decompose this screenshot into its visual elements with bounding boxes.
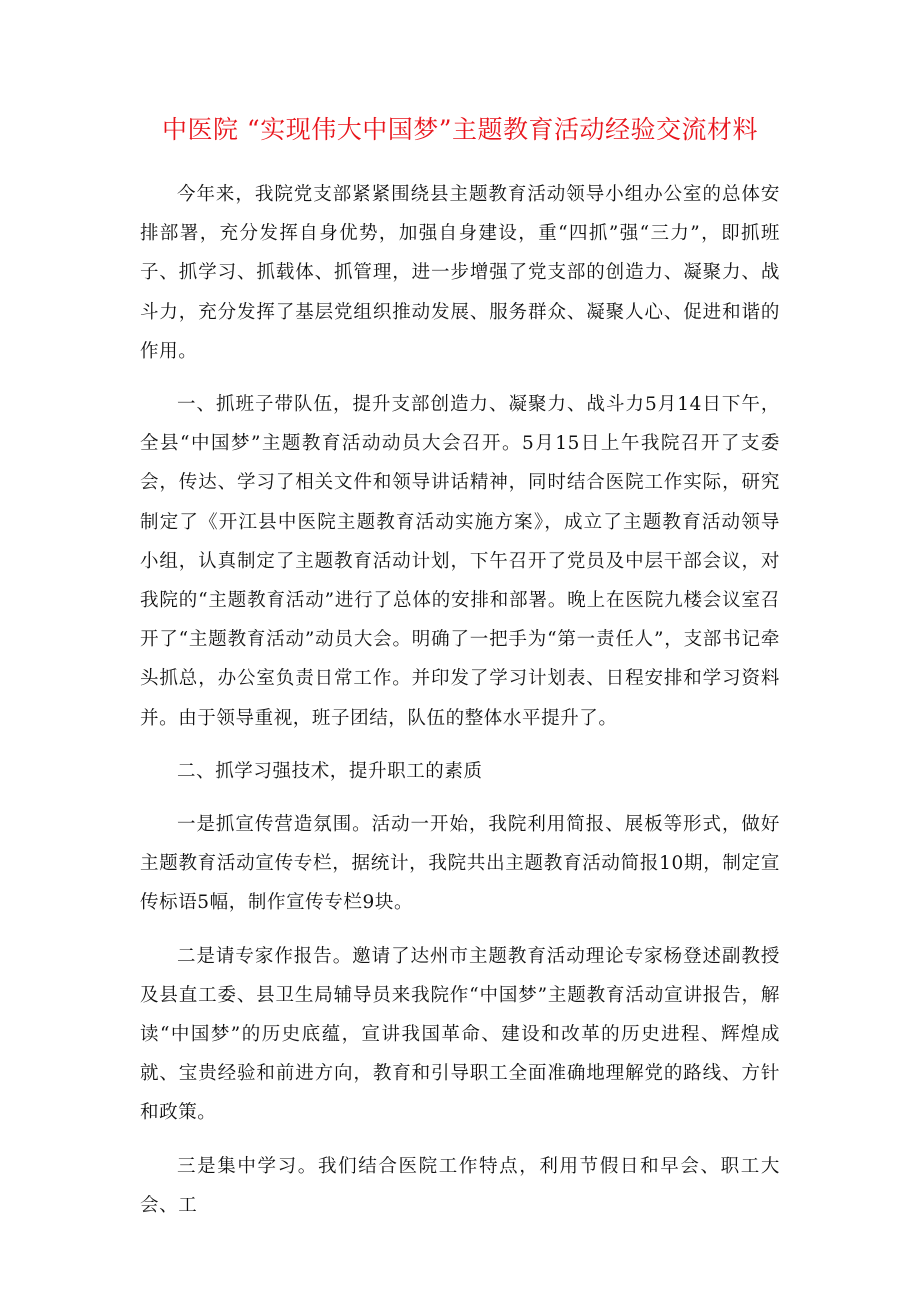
document-body [140, 175, 780, 1239]
paragraph-expert-report: 二是请专家作报告。邀请了达州市主题教育活动理论专家杨登述副教授及县直工委、县卫生局辅导员来我院作“中国梦”主题教育活动宣讲报告，解读“中国梦”的历史底蕴，宣讲我国革命、建设和改革的历史进程、辉煌成就、宝贵经验和前进方向，教育和引导职工全面准确地理解党的路线、方针和政策。 [140, 945, 780, 1124]
document-title: 中医院 “实现伟大中国梦”主题教育活动经验交流材料 [161, 115, 758, 144]
paragraph-section-one: 一、抓班子带队伍，提升支部创造力、凝聚力、战斗力5月14日下午，全县“中国梦”主题教育活动动员大会召开。5月15日上午我院召开了支委会，传达、学习了相关文件和领导讲话精神，同时结合医院工作实际，研究制定了《开江县中医院主题教育活动实施方案》，成立了主题教育活动领导小组，认真制定了主题教育活动计划，下午召开了党员及中层干部会议，对我院的“主题教育活动”进行了总体的安排和部署。晚上在医院九楼会议室召开了“主题教育活动”动员大会。明确了一把手为“第一责任人”，支部书记牵头抓总，办公室负责日常工作。并印发了学习计划表、日程安排和学习资料并。由于领导重视，班子团结，队伍的整体水平提升了。 [140, 394, 780, 729]
paragraph-intro: 今年来，我院党支部紧紧围绕县主题教育活动领导小组办公室的总体安排部署，充分发挥自身优势，加强自身建设，重“四抓”强“三力”，即抓班子、抓学习、抓载体、抓管理，进一步增强了党支部的创造力、凝聚力、战斗力，充分发挥了基层党组织推动发展、服务群众、凝聚人心、促进和谐的作用。 [140, 184, 780, 362]
paragraph-group-study: 三是集中学习。我们结合医院工作特点，利用节假日和早会、职工大会、工 [140, 1155, 780, 1216]
section-heading-two: 二、抓学习强技术，提升职工的素质 [177, 760, 483, 782]
paragraph-publicity: 一是抓宣传营造氛围。活动一开始，我院利用简报、展板等形式，做好主题教育活动宣传专栏，据统计，我院共出主题教育活动简报10期，制定宣传标语5幅，制作宣传专栏9块。 [140, 814, 780, 914]
